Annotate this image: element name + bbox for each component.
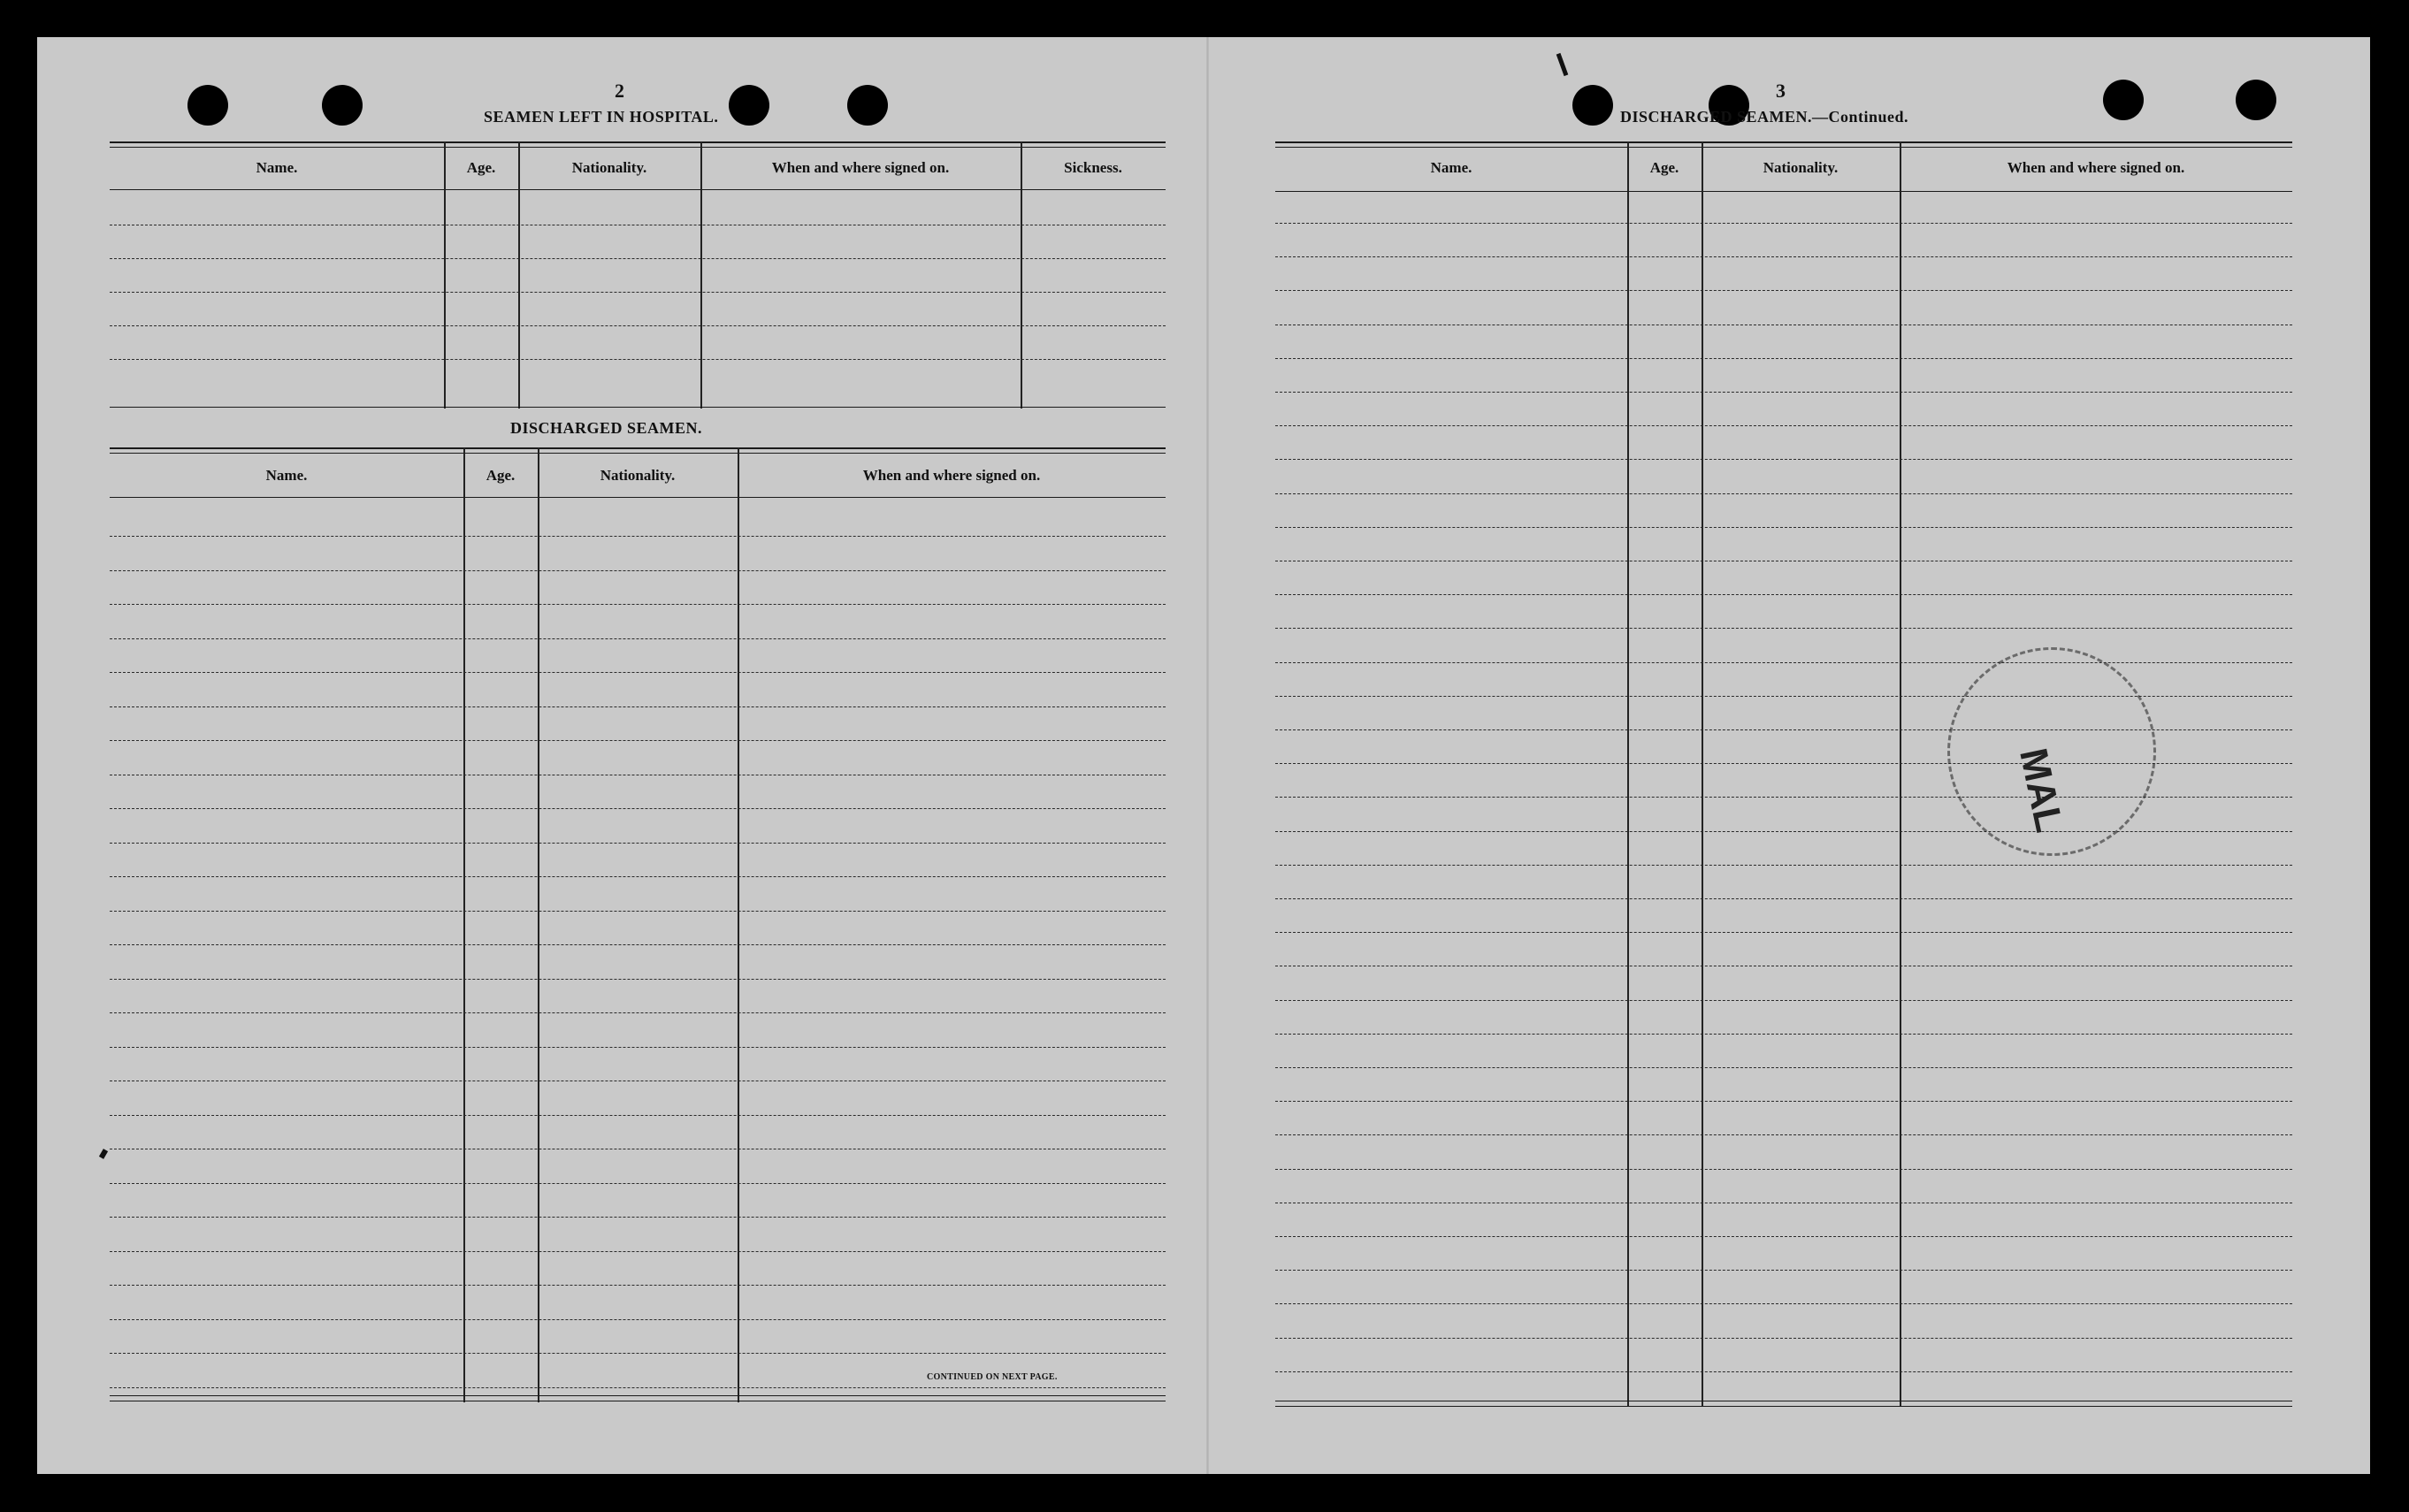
column-divider: [1900, 141, 1901, 1406]
column-header-name: Name.: [1430, 159, 1472, 176]
column-header-age: Age.: [486, 467, 516, 484]
row-line: [1275, 662, 2292, 663]
punch-hole: [2103, 80, 2144, 120]
row-line: [1275, 1338, 2292, 1339]
row-line: [110, 1353, 1166, 1354]
page-number-right: 3: [1776, 80, 1786, 102]
row-line: [1275, 1101, 2292, 1102]
row-line: [1275, 1000, 2292, 1001]
row-line: [1275, 425, 2292, 426]
column-header-signed-on: When and where signed on.: [771, 159, 950, 176]
row-line: [1275, 1303, 2292, 1304]
row-line: [1275, 256, 2292, 257]
row-line: [110, 843, 1166, 844]
punch-hole: [322, 85, 363, 126]
row-line: [110, 638, 1166, 639]
punch-hole: [729, 85, 769, 126]
row-line: [110, 944, 1166, 945]
row-line: [1275, 493, 2292, 494]
row-line: [110, 359, 1166, 360]
row-line: [110, 1319, 1166, 1320]
column-header-name: Name.: [265, 467, 308, 484]
row-line: [1275, 831, 2292, 832]
page-number-left: 2: [615, 80, 624, 102]
column-header-age: Age.: [466, 159, 496, 176]
row-line: [1275, 1169, 2292, 1170]
row-line: [110, 1285, 1166, 1286]
row-line: [110, 570, 1166, 571]
row-line: [110, 258, 1166, 259]
row-line: [110, 1387, 1166, 1388]
column-header-nationality: Nationality.: [600, 467, 676, 484]
row-line: [110, 1251, 1166, 1252]
table-rule: [110, 147, 1166, 148]
row-line: [110, 740, 1166, 741]
column-divider: [1627, 141, 1629, 1406]
row-line: [110, 911, 1166, 912]
column-divider: [444, 141, 446, 409]
discharged-section-title: DISCHARGED SEAMEN.: [510, 419, 703, 437]
table-rule: [110, 447, 1166, 449]
row-line: [1275, 459, 2292, 460]
row-line: [110, 808, 1166, 809]
row-line: [110, 536, 1166, 537]
row-line: [110, 1047, 1166, 1048]
punch-hole: [847, 85, 888, 126]
table-rule: [110, 453, 1166, 454]
row-line: [1275, 1270, 2292, 1271]
row-line: [1275, 358, 2292, 359]
header-rule: [1275, 191, 2292, 192]
discharged-continued-title: DISCHARGED SEAMEN.—Continued.: [1620, 108, 1909, 126]
row-line: [1275, 594, 2292, 595]
row-line: [110, 706, 1166, 707]
row-line: [1275, 628, 2292, 629]
column-divider: [700, 141, 702, 409]
hospital-table: [110, 141, 1166, 409]
row-line: [1275, 392, 2292, 393]
table-rule: [110, 141, 1166, 143]
row-line: [1275, 290, 2292, 291]
column-divider: [518, 141, 520, 409]
punch-hole: [2236, 80, 2276, 120]
row-line: [110, 325, 1166, 326]
header-rule: [110, 497, 1166, 498]
row-line: [1275, 932, 2292, 933]
table-rule: [1275, 141, 2292, 143]
column-header-signed-on: When and where signed on.: [862, 467, 1041, 484]
postmark-stamp-text: MAL: [2011, 745, 2071, 836]
column-header-name: Name.: [256, 159, 298, 176]
row-line: [1275, 1134, 2292, 1135]
table-bottom-rule: [1275, 1406, 2292, 1407]
punch-hole: [187, 85, 228, 126]
row-line: [1275, 527, 2292, 528]
column-header-nationality: Nationality.: [1763, 159, 1839, 176]
column-divider: [1021, 141, 1022, 409]
row-line: [1275, 1034, 2292, 1035]
ink-speck: [1556, 53, 1569, 76]
row-line: [1275, 223, 2292, 224]
row-line: [110, 672, 1166, 673]
row-line: [1275, 1067, 2292, 1068]
header-rule: [110, 189, 1166, 190]
punch-hole: [1572, 85, 1613, 126]
column-divider: [538, 447, 539, 1402]
discharged-table-left: [110, 447, 1166, 1402]
document-sheet: [37, 37, 2370, 1474]
column-header-sickness: Sickness.: [1064, 159, 1122, 176]
row-line: [110, 1217, 1166, 1218]
column-divider: [463, 447, 465, 1402]
column-header-nationality: Nationality.: [571, 159, 647, 176]
table-bottom-rule: [110, 1395, 1166, 1396]
page-fold: [1206, 37, 1209, 1474]
row-line: [1275, 1371, 2292, 1372]
row-line: [110, 292, 1166, 293]
row-line: [1275, 1236, 2292, 1237]
column-divider: [738, 447, 739, 1402]
table-bottom-rule: [110, 407, 1166, 408]
row-line: [110, 1012, 1166, 1013]
hospital-section-title: SEAMEN LEFT IN HOSPITAL.: [484, 108, 719, 126]
row-line: [110, 604, 1166, 605]
ink-speck: [99, 1149, 108, 1159]
row-line: [1275, 898, 2292, 899]
row-line: [110, 876, 1166, 877]
table-rule: [1275, 147, 2292, 148]
column-divider: [1702, 141, 1703, 1406]
row-line: [110, 1183, 1166, 1184]
row-line: [110, 979, 1166, 980]
row-line: [1275, 865, 2292, 866]
column-header-age: Age.: [1649, 159, 1679, 176]
continued-note: CONTINUED ON NEXT PAGE.: [927, 1372, 1058, 1382]
row-line: [110, 1115, 1166, 1116]
column-header-signed-on: When and where signed on.: [2007, 159, 2185, 176]
